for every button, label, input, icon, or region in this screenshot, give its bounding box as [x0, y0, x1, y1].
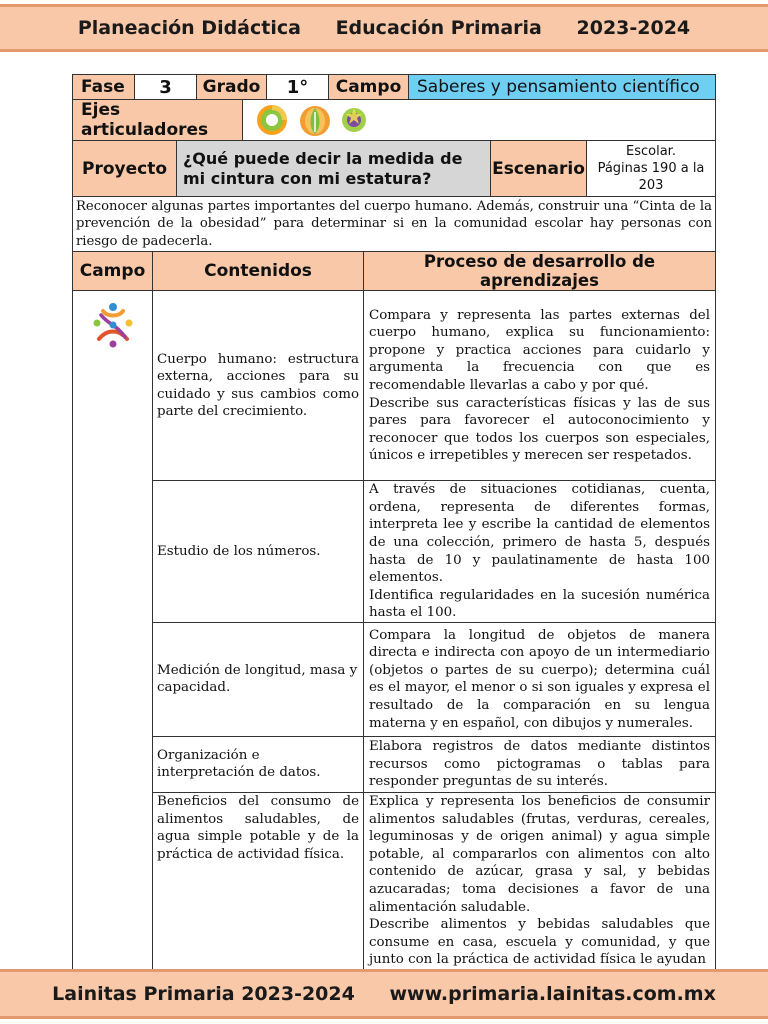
table-row: [73, 291, 716, 481]
header-banner: [0, 4, 768, 52]
footer-url[interactable]: www.primaria.lainitas.com.mx: [389, 983, 716, 1005]
proceso-paragraph: Explica y representa los beneficios de consumir alimentos saludables (frutas, verduras, cereales, leguminosas y de origen animal) y agua simple potable, al compararlos con alimentos con alto contenido de azúcar, grasa y sal, y bebidas azucaradas; toma decisiones a favor de una alimentación saludable.: [369, 793, 710, 915]
ejes-row: [72, 100, 716, 141]
proceso-cell: [364, 481, 716, 623]
proceso-paragraph: Compara la longitud de objetos de manera directa e indirecta con apoyo de un intermediario (objetos o partes de su cuerpo); determina cuál es el mayor, el menor o si son iguales y expresa el resultado de la comparación en su lengua materna y en español, con dibujos y numerales.: [369, 627, 710, 731]
content-table: [72, 252, 716, 979]
contenido-cell: Beneficios del consumo de alimentos saludables, de agua simple potable y de la práctica de actividad física.: [153, 792, 364, 978]
escenario-line-2: Páginas 190 a la 203: [597, 161, 705, 193]
content-header-row: [73, 252, 716, 291]
proyecto-value: ¿Qué puede decir la medida de mi cintura con mi estatura?: [177, 141, 491, 197]
table-row: [73, 481, 716, 623]
grado-label: Grado: [197, 75, 267, 100]
description-text: Reconocer algunas partes importantes del cuerpo humano. Además, construir una “Cinta de la prevención de la obesidad” para determinar si en la comunidad escolar hay personas con riesgo de padecerla.: [73, 197, 716, 252]
planning-sheet: [72, 74, 716, 979]
proceso-cell: [364, 291, 716, 481]
campo-label: Campo: [329, 75, 409, 100]
vida-saludable-icon: [339, 102, 369, 138]
inclusion-icon: [253, 102, 291, 138]
footer-banner: [0, 969, 768, 1019]
campo-value: Saberes y pensamiento científico: [409, 75, 716, 100]
ejes-icons: [243, 100, 716, 141]
escenario-value: [587, 141, 716, 197]
proceso-paragraph: A través de situaciones cotidianas, cuenta, ordena, representa de diferentes formas, interpreta lee y escribe la cantidad de elementos de una colección, primero de hasta 5, después hasta de 10 y paulatinamente de hasta 100 elementos.: [369, 482, 710, 586]
header-year: 2023-2024: [576, 17, 691, 39]
proceso-paragraph: Identifica regularidades en la sucesión numérica hasta el 100.: [369, 587, 710, 621]
interculturalidad-icon: [296, 102, 334, 138]
proceso-cell: [364, 622, 716, 736]
proceso-cell: [364, 736, 716, 792]
info-row-1: [72, 74, 716, 100]
proyecto-row: [72, 141, 716, 197]
campo-logo-cell: [73, 291, 153, 979]
escenario-label: Escenario: [491, 141, 587, 197]
grado-value: 1°: [267, 75, 329, 100]
description-row: [72, 197, 716, 252]
header-level: Educación Primaria: [335, 17, 542, 39]
contenido-cell: Organización e interpretación de datos.: [153, 736, 364, 792]
fase-value: 3: [135, 75, 197, 100]
table-row: [73, 736, 716, 792]
contenido-cell: Cuerpo humano: estructura externa, acciones para su cuidado y sus cambios como parte del crecimiento.: [153, 291, 364, 481]
proceso-paragraph: Compara y representa las partes externas del cuerpo humano, explica su funcionamiento: propone y practica acciones para cuidarlo y argumenta la frecuencia con que es recomendable llevarlas a cabo y por qué.: [369, 307, 710, 393]
contenidos-header: Contenidos: [153, 252, 364, 291]
ejes-label: Ejes articuladores: [73, 100, 243, 141]
contenido-cell: Medición de longitud, masa y capacidad.: [153, 622, 364, 736]
escenario-line-1: Escolar.: [626, 144, 676, 159]
header-title: Planeación Didáctica: [77, 17, 301, 39]
table-row: [73, 792, 716, 978]
contenido-cell: Estudio de los números.: [153, 481, 364, 623]
proceso-paragraph: Describe sus características físicas y las de sus pares para favorecer el autoconocimiento y reconocer que todos los cuerpos son especiales, únicos e irrepetibles y merecen ser respetados.: [369, 395, 710, 464]
footer-site-name: Lainitas Primaria 2023-2024: [52, 983, 355, 1005]
campo-header: Campo: [73, 252, 153, 291]
proyecto-label: Proyecto: [73, 141, 177, 197]
proceso-header: Proceso de desarrollo de aprendizajes: [364, 252, 716, 291]
proceso-paragraph: Describe alimentos y bebidas saludables que consume en casa, escuela y comunidad, y que junto con la práctica de actividad física le ayudan: [369, 917, 710, 968]
table-row: [73, 622, 716, 736]
proceso-cell: [364, 792, 716, 978]
proceso-paragraph: Elabora registros de datos mediante distintos recursos como pictogramas o tablas para responder preguntas de su interés.: [369, 739, 710, 790]
fase-label: Fase: [73, 75, 135, 100]
saberes-logo-icon: [89, 301, 137, 349]
